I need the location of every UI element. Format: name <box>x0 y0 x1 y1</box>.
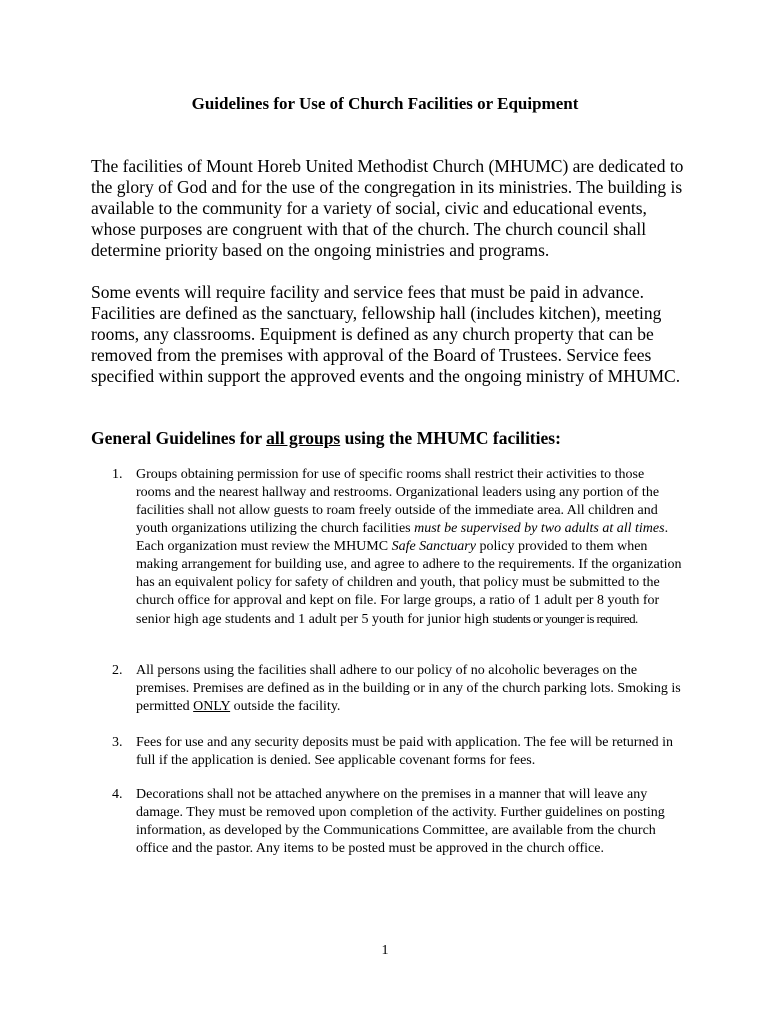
list-item <box>112 786 682 858</box>
list-item-underlined: ONLY <box>193 699 231 714</box>
list-item <box>112 466 682 629</box>
list-item-number: 4. <box>112 787 123 802</box>
list-item-text: outside the facility. <box>230 699 341 714</box>
document-title: Guidelines for Use of Church Facilities or Equipment <box>191 94 579 113</box>
list-item-number: 3. <box>112 735 123 750</box>
list-item-text: . Each organization must review the MHUMC <box>136 521 669 554</box>
list-item-number: 2. <box>112 663 123 678</box>
section-heading-before: General Guidelines for <box>91 428 267 448</box>
list-item-italic: must be supervised by two adults at all times <box>414 521 665 536</box>
list-item <box>112 662 682 716</box>
section-heading-after: using the MHUMC facilities: <box>340 428 561 448</box>
list-item <box>112 734 682 770</box>
list-item-number: 1. <box>112 467 123 482</box>
list-item-text: Decorations shall not be attached anywhere on the premises in a manner that will leave any damage. They must be removed upon completion of the activity. Further guidelines on posting information, as developed by the Communications Committee, are available from the church office and the pastor. Any items to be posted must be approved in the church office. <box>136 787 665 856</box>
intro-paragraph: The facilities of Mount Horeb United Methodist Church (MHUMC) are dedicated to the glory of God and for the use of the congregation in its ministries. The building is available to the community for a variety of social, civic and educational events, whose purposes are congruent with that of the church. The church council shall determine priority based on the ongoing ministries and programs. <box>91 156 684 260</box>
list-item-condensed-text: students or younger is required. <box>492 611 638 626</box>
list-item-text: Groups obtaining permission for use of specific rooms shall restrict their activities to those rooms and the nearest hallway and restrooms. Organizational leaders using any portion of the facilities shall not allow guests to roam freely outside of the immediate area. All children and youth organizations utilizing the church facilities <box>136 467 660 536</box>
page-number: 1 <box>381 943 389 958</box>
section-heading-underlined: all groups <box>266 428 341 448</box>
section-heading <box>91 428 561 449</box>
list-item-italic: Safe Sanctuary <box>391 539 476 554</box>
list-item-text: All persons using the facilities shall adhere to our policy of no alcoholic beverages on the premises. Premises are defined as in the building or in any of the church parking lots. Smoking is permitted <box>136 663 681 714</box>
fees-paragraph: Some events will require facility and service fees that must be paid in advance. Facilities are defined as the sanctuary, fellowship hall (includes kitchen), meeting rooms, any classrooms. Equipment is defined as any church property that can be removed from the premises with approval of the Board of Trustees. Service fees specified within support the approved events and the ongoing ministry of MHUMC. <box>91 282 681 386</box>
list-item-text: Fees for use and any security deposits must be paid with application. The fee will be returned in full if the application is denied. See applicable covenant forms for fees. <box>136 735 674 768</box>
list-item-text: policy provided to them when making arrangement for building use, and agree to adhere to the requirements. If the organization has an equivalent policy for safety of children and youth, that policy must be submitted to the church office for approval and kept on file. For large groups, a ratio of 1 adult per 8 youth for senior high age students and 1 adult per 5 youth for junior high <box>136 539 682 627</box>
